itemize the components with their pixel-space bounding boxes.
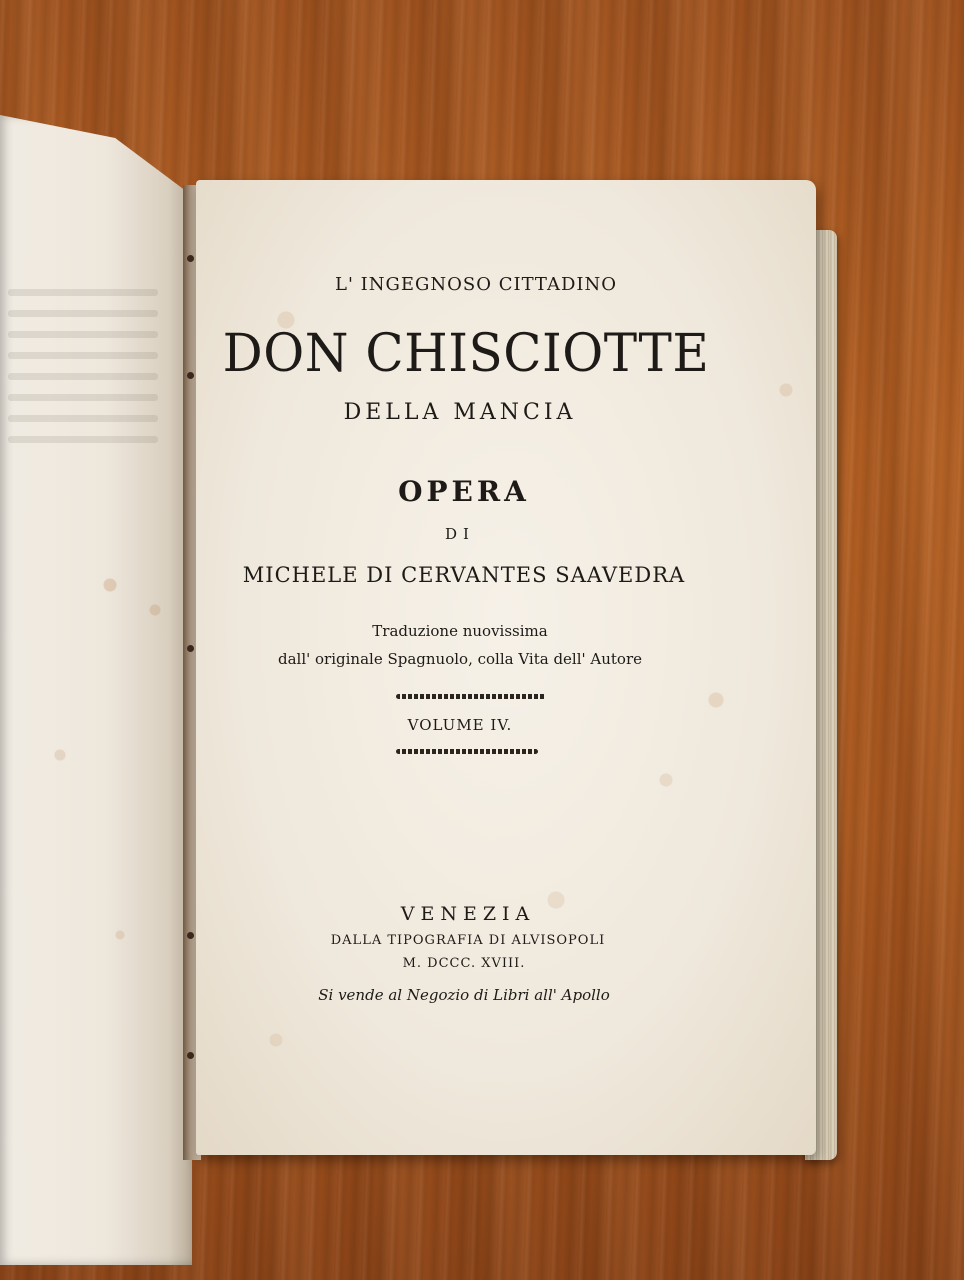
opera-heading: OPERA (398, 475, 530, 508)
translation-note-line2: dall' originale Spagnuolo, colla Vita dell' Autore (277, 650, 643, 668)
left-page (0, 115, 192, 1265)
volume-number: VOLUME IV. (407, 716, 513, 734)
binding-stitch (187, 255, 194, 262)
book-title-place: DELLA MANCIA (343, 400, 577, 425)
binding-stitch (187, 1052, 194, 1059)
show-through-text (8, 275, 158, 457)
printer-name: DALLA TIPOGRAFIA DI ALVISOPOLI (330, 933, 606, 948)
book-title: DON CHISCIOTTE (222, 322, 710, 384)
by-label: DI (445, 525, 475, 543)
title-page (196, 180, 816, 1155)
publication-city: VENEZIA (400, 903, 536, 925)
translation-note-line1: Traduzione nuovissima (372, 622, 548, 640)
ornamental-rule-top (396, 694, 546, 699)
seller-note: Si vende al Negozio di Libri all' Apollo (318, 986, 610, 1004)
publication-year: M. DCCC. XVIII. (402, 956, 526, 971)
book-subtitle: L' INGEGNOSO CITTADINO (335, 274, 617, 295)
ornamental-rule-bottom (396, 749, 538, 754)
author-name: MICHELE DI CERVANTES SAAVEDRA (242, 563, 686, 587)
